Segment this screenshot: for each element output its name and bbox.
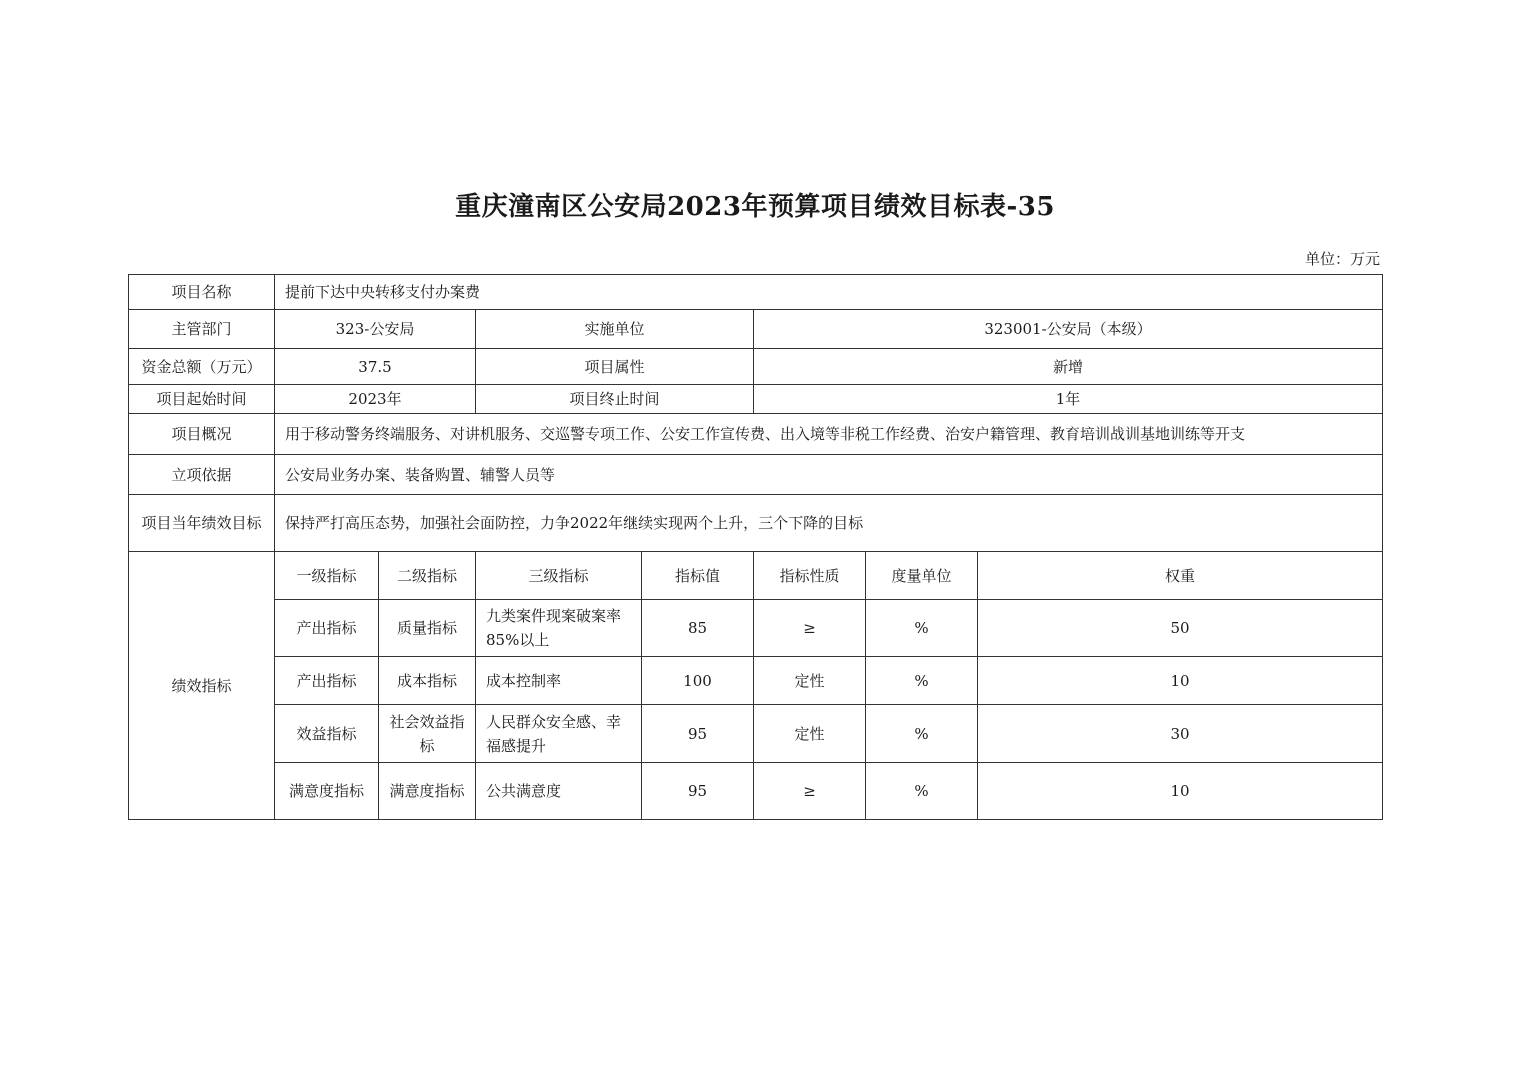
department-value: 323-公安局	[275, 310, 476, 349]
annual-goal-label: 项目当年绩效目标	[129, 495, 275, 552]
indicator-unit: %	[866, 657, 978, 705]
performance-table	[128, 274, 1383, 820]
indicator-level1: 效益指标	[275, 705, 379, 763]
end-time-value: 1年	[754, 385, 1383, 414]
implementing-unit-label: 实施单位	[476, 310, 754, 349]
total-funds-value: 37.5	[275, 349, 476, 385]
indicator-level1: 产出指标	[275, 600, 379, 657]
indicator-nature: 定性	[754, 657, 866, 705]
header-unit: 度量单位	[866, 552, 978, 600]
department-label: 主管部门	[129, 310, 275, 349]
indicator-level3: 九类案件现案破案率85%以上	[476, 600, 642, 657]
indicator-value: 95	[642, 705, 754, 763]
row-period	[129, 385, 1383, 414]
indicator-unit: %	[866, 600, 978, 657]
row-department	[129, 310, 1383, 349]
indicator-row	[129, 657, 1383, 705]
indicator-weight: 10	[978, 657, 1383, 705]
overview-value: 用于移动警务终端服务、对讲机服务、交巡警专项工作、公安工作宣传费、出入境等非税工作经费、治安户籍管理、教育培训战训基地训练等开支	[275, 414, 1383, 455]
basis-value: 公安局业务办案、装备购置、辅警人员等	[275, 455, 1383, 495]
project-name-value: 提前下达中央转移支付办案费	[275, 275, 1383, 310]
header-nature: 指标性质	[754, 552, 866, 600]
indicator-level2: 满意度指标	[379, 763, 476, 820]
page-title: 重庆潼南区公安局2023年预算项目绩效目标表-35	[455, 192, 1055, 222]
indicator-level2: 社会效益指标	[379, 705, 476, 763]
indicator-level3: 人民群众安全感、幸福感提升	[476, 705, 642, 763]
row-basis	[129, 455, 1383, 495]
indicator-value: 95	[642, 763, 754, 820]
unit-label: 单位：万元	[1304, 250, 1380, 268]
header-value: 指标值	[642, 552, 754, 600]
indicator-row	[129, 705, 1383, 763]
indicator-level2: 成本指标	[379, 657, 476, 705]
row-overview	[129, 414, 1383, 455]
row-funds	[129, 349, 1383, 385]
header-level1: 一级指标	[275, 552, 379, 600]
indicator-level1: 产出指标	[275, 657, 379, 705]
indicators-section-label: 绩效指标	[129, 552, 275, 820]
header-level2: 二级指标	[379, 552, 476, 600]
project-attribute-label: 项目属性	[476, 349, 754, 385]
indicator-nature: ≥	[754, 600, 866, 657]
indicator-level2: 质量指标	[379, 600, 476, 657]
indicator-unit: %	[866, 763, 978, 820]
basis-label: 立项依据	[129, 455, 275, 495]
indicator-unit: %	[866, 705, 978, 763]
indicator-level3: 成本控制率	[476, 657, 642, 705]
indicator-level3: 公共满意度	[476, 763, 642, 820]
implementing-unit-value: 323001-公安局（本级）	[754, 310, 1383, 349]
project-attribute-value: 新增	[754, 349, 1383, 385]
indicator-nature: ≥	[754, 763, 866, 820]
start-time-value: 2023年	[275, 385, 476, 414]
overview-label: 项目概况	[129, 414, 275, 455]
end-time-label: 项目终止时间	[476, 385, 754, 414]
header-level3: 三级指标	[476, 552, 642, 600]
indicator-weight: 50	[978, 600, 1383, 657]
indicator-weight: 30	[978, 705, 1383, 763]
indicator-nature: 定性	[754, 705, 866, 763]
indicator-row	[129, 600, 1383, 657]
indicator-value: 85	[642, 600, 754, 657]
indicator-value: 100	[642, 657, 754, 705]
indicator-level1: 满意度指标	[275, 763, 379, 820]
row-project-name	[129, 275, 1383, 310]
indicator-weight: 10	[978, 763, 1383, 820]
project-name-label: 项目名称	[129, 275, 275, 310]
annual-goal-value: 保持严打高压态势，加强社会面防控，力争2022年继续实现两个上升，三个下降的目标	[275, 495, 1383, 552]
row-annual-goal	[129, 495, 1383, 552]
indicator-header-row	[129, 552, 1383, 600]
total-funds-label: 资金总额（万元）	[129, 349, 275, 385]
indicator-row	[129, 763, 1383, 820]
start-time-label: 项目起始时间	[129, 385, 275, 414]
header-weight: 权重	[978, 552, 1383, 600]
